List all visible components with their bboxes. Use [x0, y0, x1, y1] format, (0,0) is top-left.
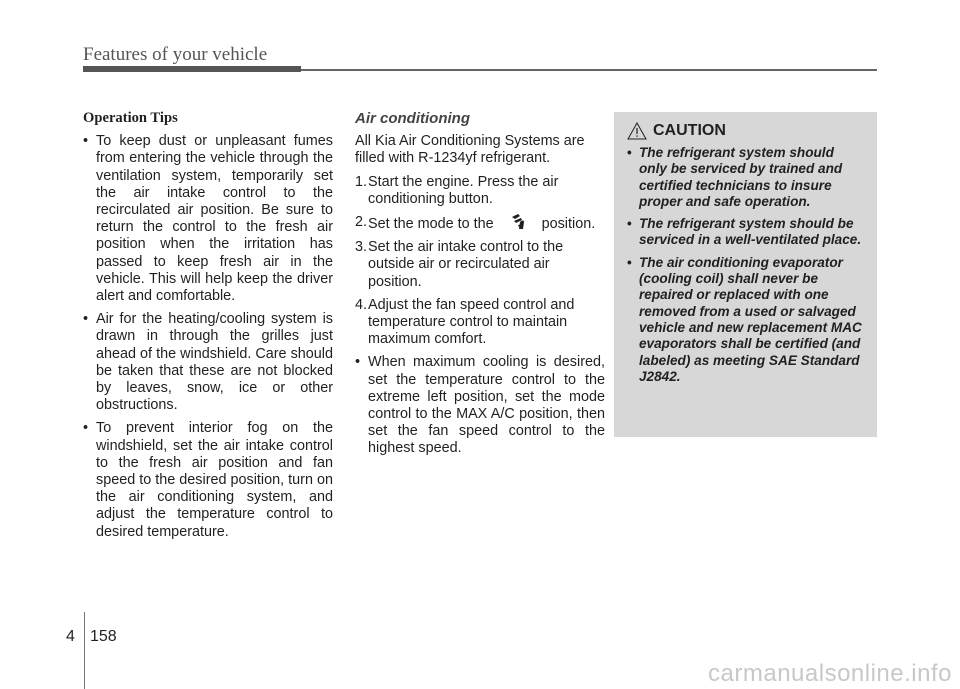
bullet-dot: • [627, 254, 632, 270]
step-text: Adjust the fan speed control and temperature control to maintain maximum comfort. [368, 296, 575, 348]
list-item [83, 133, 333, 305]
list-item [355, 354, 605, 457]
list-item [83, 420, 333, 540]
list-item [627, 145, 865, 210]
operation-tips-heading: Operation Tips [83, 110, 178, 126]
footer-page-number: 158 [90, 628, 117, 645]
caution-item-text: The air conditioning evaporator (cooling coil) shall never be repaired or replaced with one removed from a used or salvaged vehicle and new replacement MAC evaporators shall be certified (and labeled) as meeting SAE Standard J2842. [639, 254, 862, 384]
step-number: 1. [355, 173, 368, 190]
step-number: 2. [355, 214, 368, 231]
air-conditioning-heading: Air conditioning [355, 110, 470, 127]
step-item [355, 174, 605, 208]
bullet-dot: • [83, 133, 89, 150]
step-text: Start the engine. Press the air conditioning button. [368, 173, 559, 207]
caution-item-text: The refrigerant system should only be serviced by trained and certified technicians to insure proper and safe operation. [639, 145, 843, 209]
caution-list [627, 145, 865, 391]
bullet-dot: • [627, 145, 632, 160]
step-text-after: position. [541, 216, 596, 233]
footer-section-number: 4 [66, 628, 75, 645]
list-item-text: When maximum cooling is desired, set the temperature control to the extreme left position, set the mode control to the MAX A/C position, then set the fan speed control to the highest speed. [368, 354, 605, 457]
watermark: carmanualsonline.info [708, 660, 952, 687]
list-item [83, 311, 333, 414]
step-number: 4. [355, 296, 368, 313]
operation-tips-column [83, 110, 333, 547]
step-item [355, 239, 605, 291]
step-text-before: Set the mode to the [368, 216, 494, 233]
step-text: Set the air intake control to the outside air or recirculated air position. [368, 239, 564, 290]
bullet-dot: • [83, 420, 89, 437]
bullet-dot: • [355, 354, 361, 371]
caution-box [614, 112, 877, 437]
step-item [355, 297, 605, 349]
air-conditioning-column [355, 110, 605, 464]
warning-triangle-icon [627, 122, 647, 140]
intro-paragraph: All Kia Air Conditioning Systems are filled with R-1234yf refrigerant. [355, 133, 585, 167]
header-rule-thin [301, 69, 877, 71]
footer-divider [84, 612, 85, 689]
list-item [627, 255, 865, 385]
step-text [368, 214, 605, 233]
step-number: 3. [355, 239, 368, 256]
step-item [355, 214, 605, 233]
list-item [627, 216, 865, 249]
caution-header [627, 122, 726, 140]
face-vent-mode-icon [498, 214, 538, 231]
list-item-text: Air for the heating/cooling system is drawn in through the grilles just ahead of the windshield. Care should be taken that these are not blocked by leaves, snow, ice or other obstructions. [96, 311, 333, 414]
bullet-dot: • [83, 311, 89, 328]
header-rule-thick [83, 66, 301, 72]
caution-item-text: The refrigerant system should be serviced in a well-ventilated place. [639, 216, 862, 248]
list-item-text: To keep dust or unpleasant fumes from entering the vehicle through the ventilation system, temporarily set the air intake control to the recirculated air position. Be sure to return the control to the fresh air position when the irritation has passed to keep fresh air in the vehicle. This will help keep the driver alert and comfortable. [96, 133, 333, 305]
list-item-text: To prevent interior fog on the windshield, set the air intake control to the fresh air position and fan speed to the desired position, turn on the air conditioning system, and adjust the temperature control to desired temperature. [96, 420, 333, 540]
page-header-title: Features of your vehicle [83, 44, 268, 65]
caution-title: CAUTION [653, 122, 726, 139]
bullet-dot: • [627, 216, 632, 232]
